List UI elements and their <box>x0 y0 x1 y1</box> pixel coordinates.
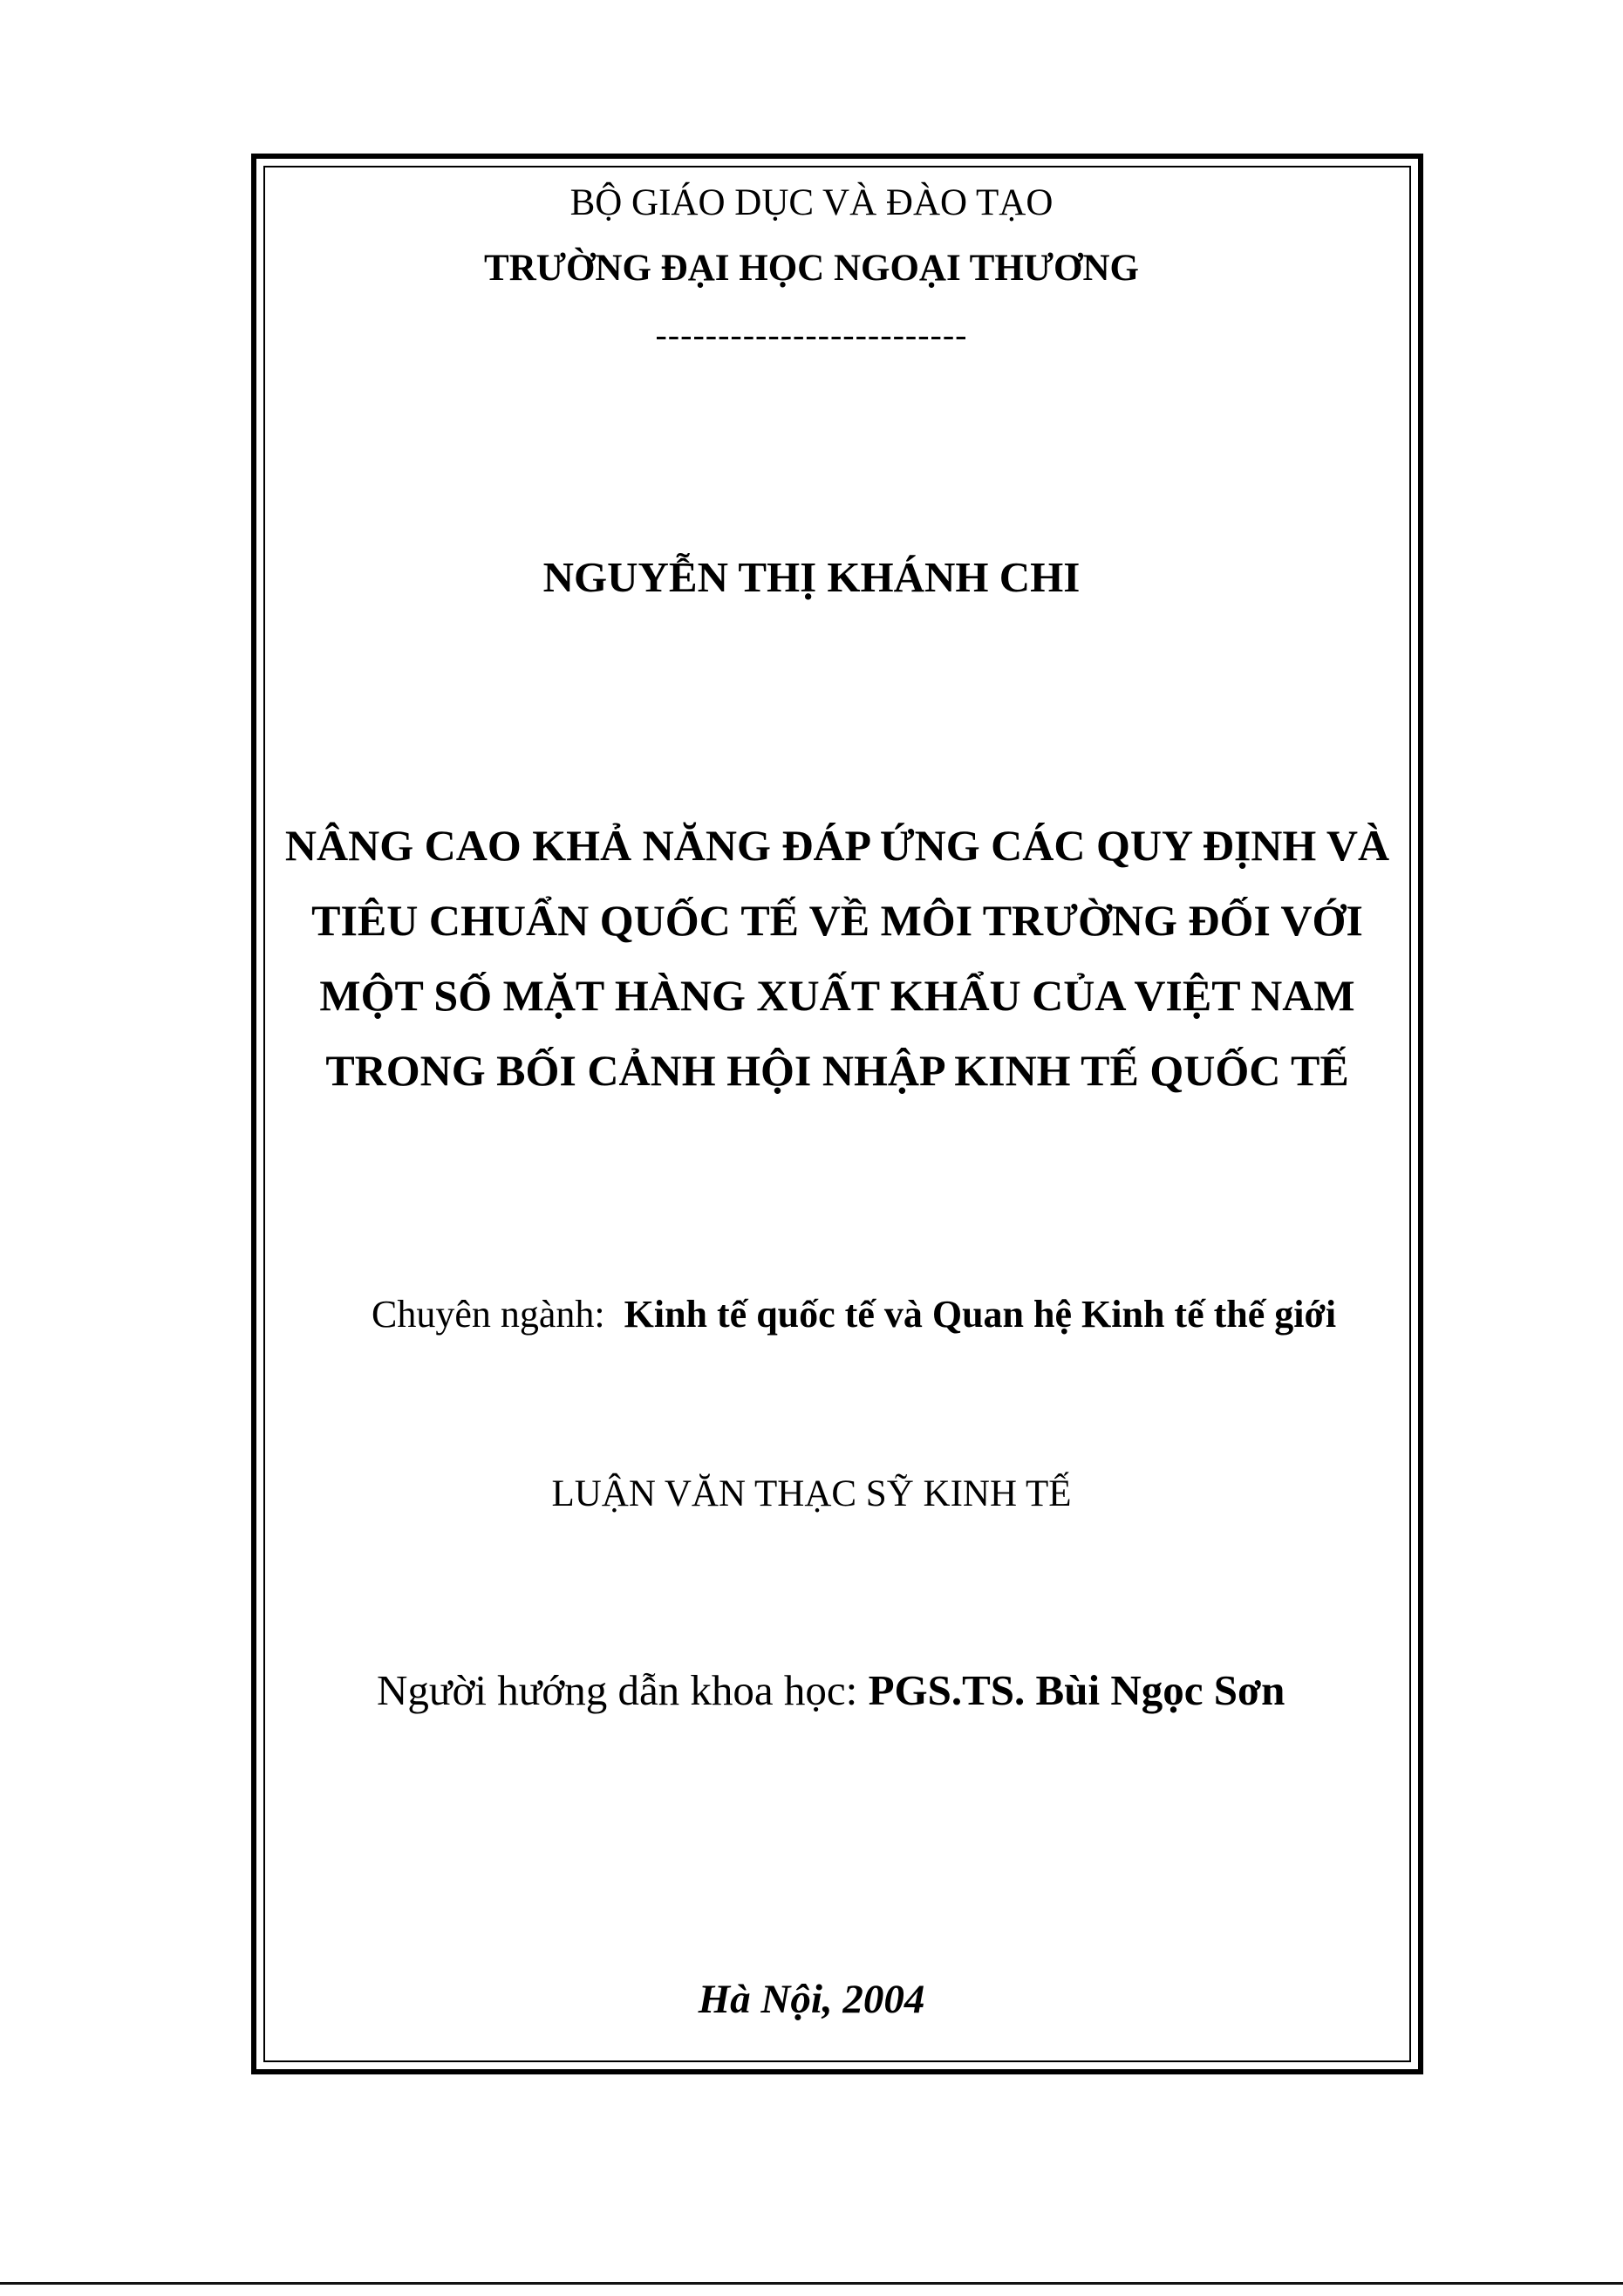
author-name: NGUYỄN THỊ KHÁNH CHI <box>542 553 1081 601</box>
ministry-name: BỘ GIÁO DỤC VÀ ĐÀO TẠO <box>569 182 1054 223</box>
advisor <box>377 1665 1285 1715</box>
thesis-title-line: NÂNG CAO KHẢ NĂNG ĐÁP ỨNG CÁC QUY ĐỊNH VÀ <box>284 821 1390 870</box>
thesis-title-line: TRONG BỐI CẢNH HỘI NHẬP KINH TẾ QUỐC TẾ <box>325 1046 1349 1095</box>
major-value: Kinh tế quốc tế và Quan hệ Kinh tế thế giới <box>624 1293 1337 1336</box>
major <box>372 1292 1336 1336</box>
advisor-value: PGS.TS. Bùi Ngọc Sơn <box>868 1666 1285 1714</box>
advisor-label: Người hướng dẫn khoa học: <box>377 1666 858 1714</box>
thesis-title-line: TIÊU CHUẨN QUỐC TẾ VỀ MÔI TRƯỜNG ĐỐI VỚI <box>311 896 1363 945</box>
thesis-title <box>251 808 1423 1108</box>
header-divider: ------------------------- <box>655 315 968 354</box>
major-label: Chuyên ngành: <box>372 1293 605 1336</box>
cover-border-inner <box>263 166 1411 2062</box>
degree-type: LUẬN VĂN THẠC SỸ KINH TẾ <box>551 1473 1072 1514</box>
university-name: TRƯỜNG ĐẠI HỌC NGOẠI THƯƠNG <box>484 248 1139 289</box>
cover-border <box>251 154 1423 2074</box>
page-bottom-edge <box>0 2282 1623 2285</box>
thesis-title-line: MỘT SỐ MẶT HÀNG XUẤT KHẨU CỦA VIỆT NAM <box>319 971 1355 1020</box>
place-date: Hà Nội, 2004 <box>698 1977 925 2022</box>
